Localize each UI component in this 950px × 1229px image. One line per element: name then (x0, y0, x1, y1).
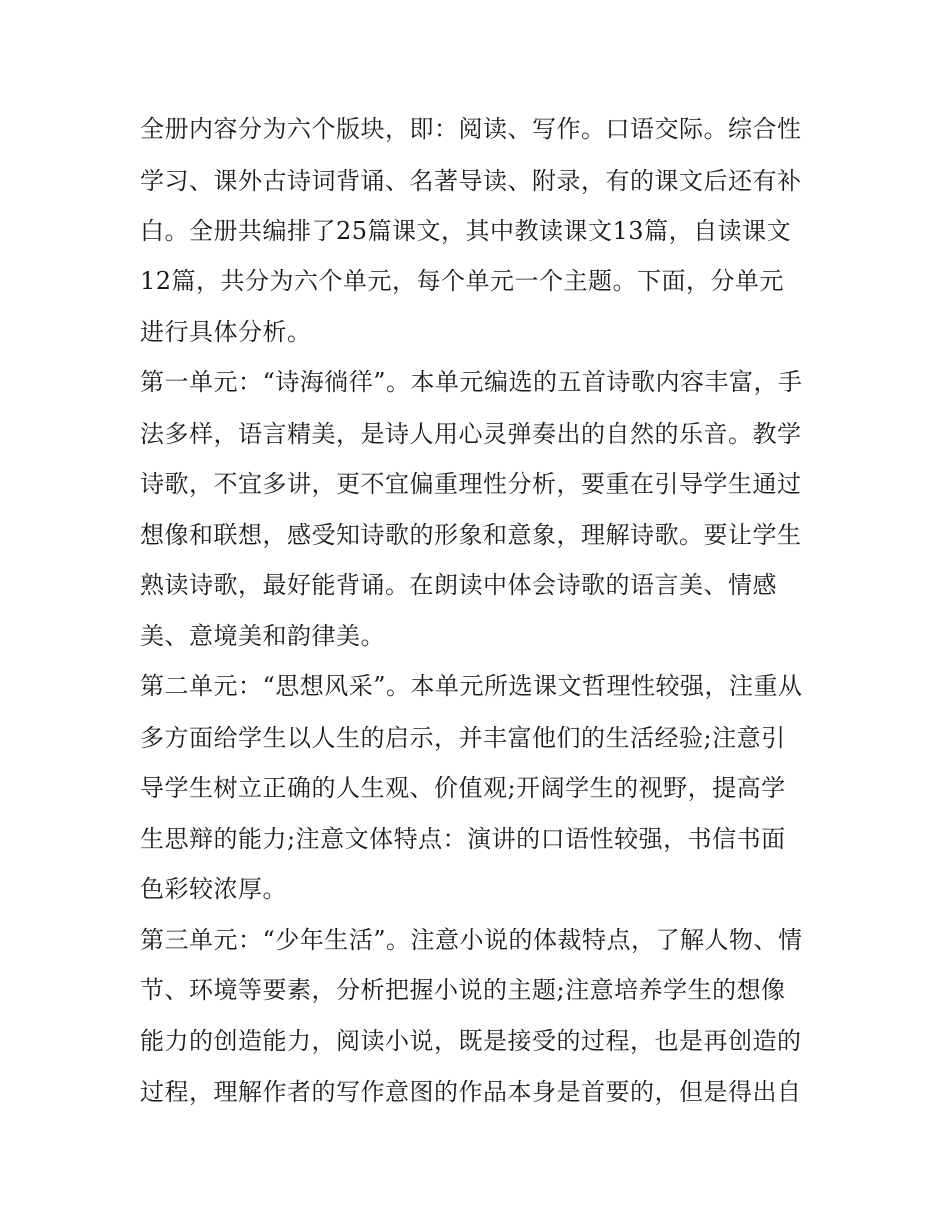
text-line: 第三单元：“少年生活”。注意小说的体裁特点，了解人物、情 (140, 926, 803, 954)
text-line: 法多样，语言精美，是诗人用心灵弹奏出的自然的乐音。教学 (140, 420, 802, 448)
text-line: 学习、课外古诗词背诵、名著导读、附录，有的课文后还有补 (140, 167, 802, 195)
text-line: 白。全册共编排了25篇课文，其中教读课文13篇，自读课文 (140, 217, 792, 245)
text-line: 多方面给学生以人生的启示，并丰富他们的生活经验;注意引 (140, 724, 786, 752)
text-line: 想像和联想，感受知诗歌的形象和意象，理解诗歌。要让学生 (140, 521, 802, 549)
text-line: 熟读诗歌，最好能背诵。在朗读中体会诗歌的语言美、情感 (140, 571, 777, 599)
text-line: 美、意境美和韵律美。 (140, 622, 385, 650)
text-line: 第二单元：“思想风采”。本单元所选课文哲理性较强，注重从 (140, 672, 803, 700)
text-line: 过程，理解作者的写作意图的作品本身是首要的，但是得出自 (140, 1078, 802, 1106)
text-line: 能力的创造能力，阅读小说，既是接受的过程，也是再创造的 (140, 1027, 802, 1055)
text-line: 全册内容分为六个版块，即：阅读、写作。口语交际。综合性 (140, 115, 802, 143)
text-line: 第一单元：“诗海徜徉”。本单元编选的五首诗歌内容丰富，手 (140, 368, 803, 396)
text-line: 色彩较浓厚。 (140, 875, 287, 903)
text-line: 进行具体分析。 (140, 318, 312, 346)
text-line: 节、环境等要素，分析把握小说的主题;注意培养学生的想像 (140, 976, 786, 1004)
text-line: 12篇，共分为六个单元，每个单元一个主题。下面，分单元 (140, 267, 785, 295)
text-line: 生思辩的能力;注意文体特点：演讲的口语性较强，书信书面 (140, 825, 786, 853)
text-line: 诗歌，不宜多讲，更不宜偏重理性分析，要重在引导学生通过 (140, 470, 802, 498)
text-line: 导学生树立正确的人生观、价值观;开阔学生的视野，提高学 (140, 774, 786, 802)
